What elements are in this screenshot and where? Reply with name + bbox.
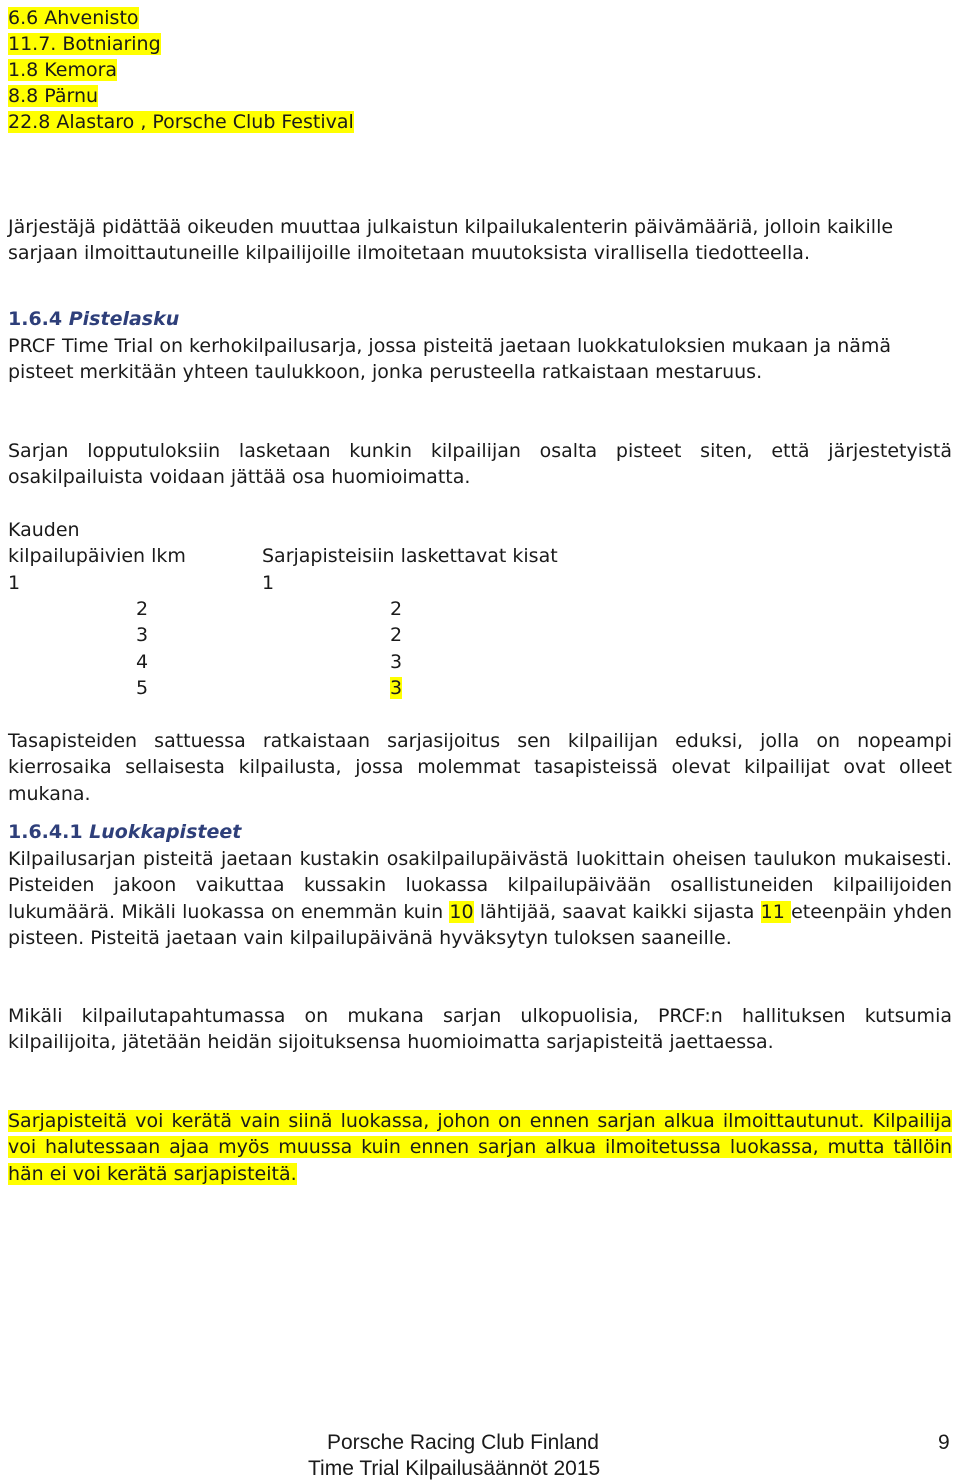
section-title: Luokkapisteet <box>89 821 242 843</box>
footer-document-title: Time Trial Kilpailusäännöt 2015 <box>308 1457 601 1480</box>
highlighted-text: Sarjapisteitä voi kerätä vain siinä luokassa, johon on ennen sarjan alkua ilmoittautunut. Kilpailija voi halutessaan ajaa myös muussa kuin ennen sarjan alkua ilmoitetussa luokassa, mutta tällöin hän ei voi kerätä sarjapisteitä. <box>8 1110 952 1185</box>
class-points-paragraph <box>8 846 952 951</box>
highlighted-value: 3 <box>390 677 403 699</box>
paragraph-text: Kilpailusarjan pisteitä jaetaan kustakin osakilpailupäivästä luokittain oheisen taulukon mukaisesti. Pisteiden jakoon vaikuttaa kussakin luokassa kilpailupäivään osallistuneiden kilpailijoiden lukumäärä. Mikäli luokassa on enemmän kuin <box>8 848 952 923</box>
table-header-right: Sarjapisteisiin laskettavat kisat <box>262 545 558 567</box>
results-paragraph: Sarjan lopputuloksiin lasketaan kunkin kilpailijan osalta pisteet siten, että järjestetyistä osakilpailuista voidaan jättää osa huomioimatta. <box>8 440 952 489</box>
table-cell-counted: 3 <box>390 651 403 673</box>
table-cell-counted <box>390 675 402 701</box>
footer-organization: Porsche Racing Club Finland <box>327 1431 599 1454</box>
table-header-left: Kauden <box>8 519 80 541</box>
event-text: 11.7. Botniaring <box>8 33 161 55</box>
table-cell-days: 5 <box>136 677 149 699</box>
event-item <box>8 5 139 31</box>
paragraph-text: eteenpäin yhden pisteen. Pisteitä jaetaan vain kilpailupäivänä hyväksytyn tuloksen saaneille. <box>8 900 953 949</box>
table-cell-counted: 2 <box>390 624 403 646</box>
event-item <box>8 57 117 83</box>
table-cell-counted: 2 <box>390 598 403 620</box>
scoring-paragraph: PRCF Time Trial on kerhokilpailusarja, jossa pisteitä jaetaan luokkatuloksien mukaan ja nämä pisteet merkitään yhteen taulukkoon, jonka perusteella ratkaistaan mestaruus. <box>8 335 892 384</box>
event-item <box>8 83 98 109</box>
highlighted-number: 10 <box>449 900 474 923</box>
table-cell-days: 4 <box>136 651 149 673</box>
event-item <box>8 31 161 57</box>
table-cell-days: 3 <box>136 624 149 646</box>
table-cell-days: 1 <box>8 572 21 594</box>
section-number: 1.6.4.1 <box>8 821 83 843</box>
event-text: 1.8 Kemora <box>8 59 118 81</box>
highlighted-number: 11 <box>760 900 792 923</box>
class-rule-paragraph <box>8 1108 952 1187</box>
event-text: 6.6 Ahvenisto <box>8 7 139 29</box>
event-text: 22.8 Alastaro , Porsche Club Festival <box>8 111 354 133</box>
section-title: Pistelasku <box>68 308 180 330</box>
section-number: 1.6.4 <box>8 308 63 330</box>
section-heading-luokkapisteet <box>8 819 241 845</box>
paragraph-text: lähtijää, saavat kaikki sijasta <box>473 900 761 923</box>
section-heading-pistelasku <box>8 306 179 332</box>
table-header-left: kilpailupäivien lkm <box>8 545 186 567</box>
page-number: 9 <box>938 1431 950 1454</box>
table-cell-days: 2 <box>136 598 149 620</box>
event-text: 8.8 Pärnu <box>8 85 99 107</box>
outsider-paragraph: Mikäli kilpailutapahtumassa on mukana sarjan ulkopuolisia, PRCF:n hallituksen kutsumia kilpailijoita, jätetään heidän sijoituksensa huomioimatta sarjapisteitä jaettaessa. <box>8 1005 952 1054</box>
event-item <box>8 109 354 135</box>
table-cell-counted: 1 <box>262 572 275 594</box>
intro-paragraph: Järjestäjä pidättää oikeuden muuttaa julkaistun kilpailukalenterin päivämääriä, jolloin kaikille sarjaan ilmoittautuneille kilpailijoille ilmoitetaan muutoksista virallisella tiedotteella. <box>8 216 894 265</box>
tie-break-paragraph: Tasapisteiden sattuessa ratkaistaan sarjasijoitus sen kilpailijan eduksi, jolla on nopeampi kierrosaika sellaisesta kilpailusta, jossa molemmat tasapisteissä olevat kilpailijat ovat olleet mukana. <box>8 730 952 805</box>
